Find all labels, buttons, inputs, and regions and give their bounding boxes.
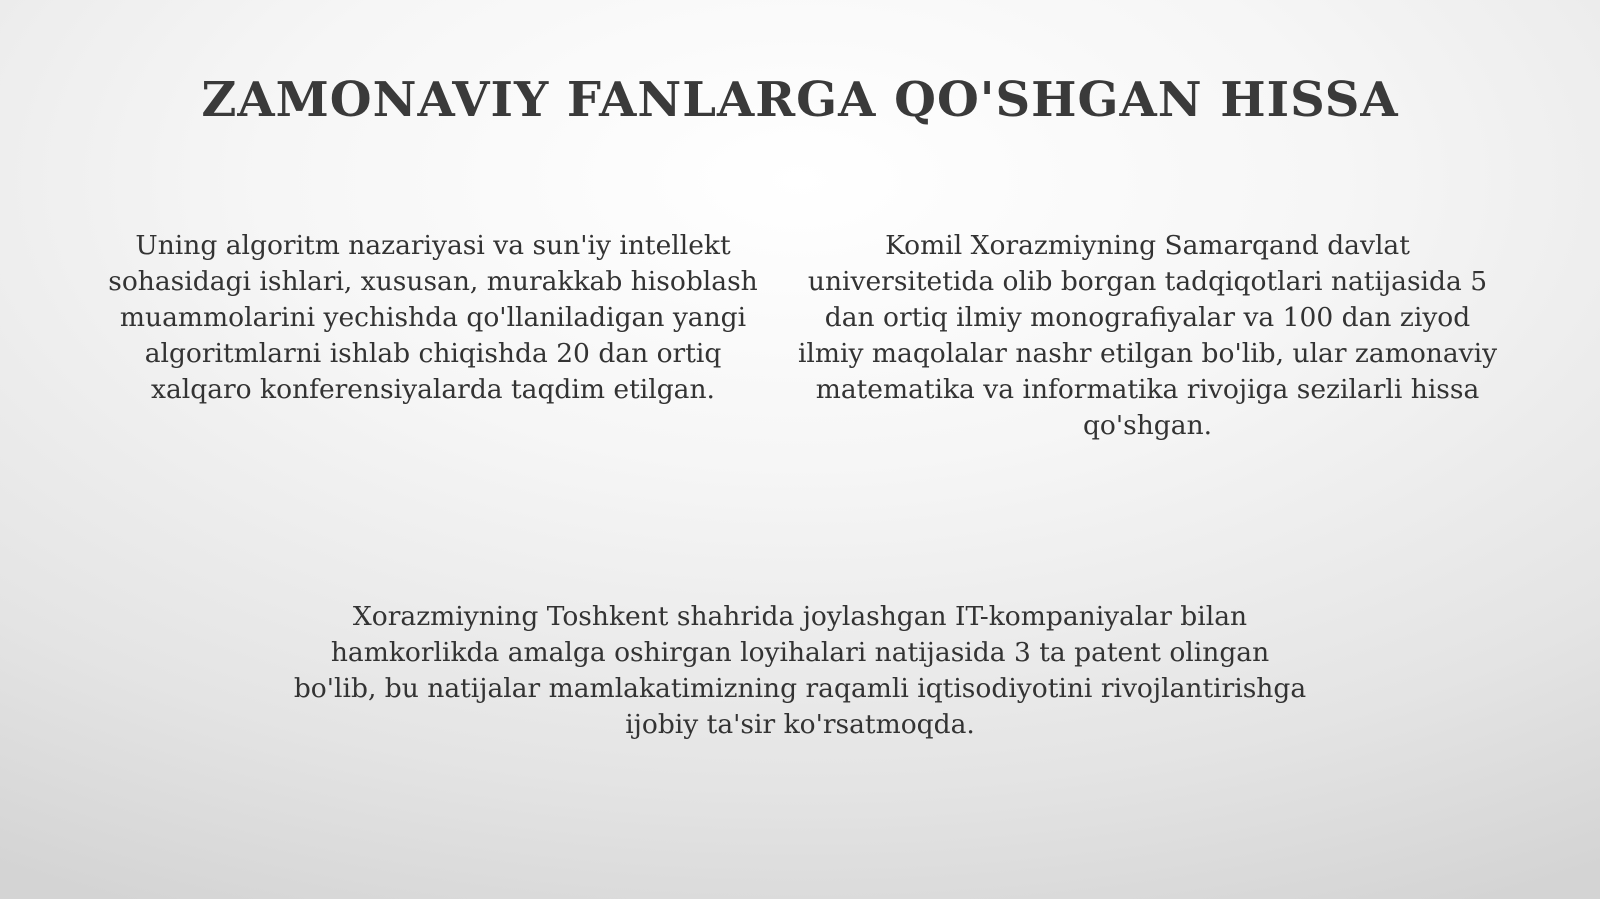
paragraph-it-projects: Xorazmiyning Toshkent shahrida joylashgan IT-kompaniyalar bilan hamkorlikda amalga oshirgan loyihalari natijasida 3 ta patent olingan bo'lib, bu natijalar mamlakatimizning raqamli iqtisodiyotini rivojlantirishga ijobiy ta'sir ko'rsatmoqda.: [293, 601, 1307, 740]
slide-title: ZAMONAVIY FANLARGA QO'SHGAN HISSA: [201, 72, 1399, 128]
paragraph-university-research: Komil Xorazmiyning Samarqand davlat universitetida olib borgan tadqiqotlari natijasida 5 dan ortiq ilmiy monografiyalar va 100 dan ziyod ilmiy maqolalar nashr etilgan bo'lib, ular zamonaviy matematika va informatika rivojiga sezilarli hissa qo'shgan.: [797, 230, 1498, 441]
paragraph-algorithm-research: Uning algoritm nazariyasi va sun'iy intellekt sohasidagi ishlari, xususan, murakkab hisoblash muammolarini yechishda qo'llaniladigan yangi algoritmlarni ishlab chiqishda 20 dan ortiq xalqaro konferensiyalarda taqdim etilgan.: [108, 230, 758, 405]
